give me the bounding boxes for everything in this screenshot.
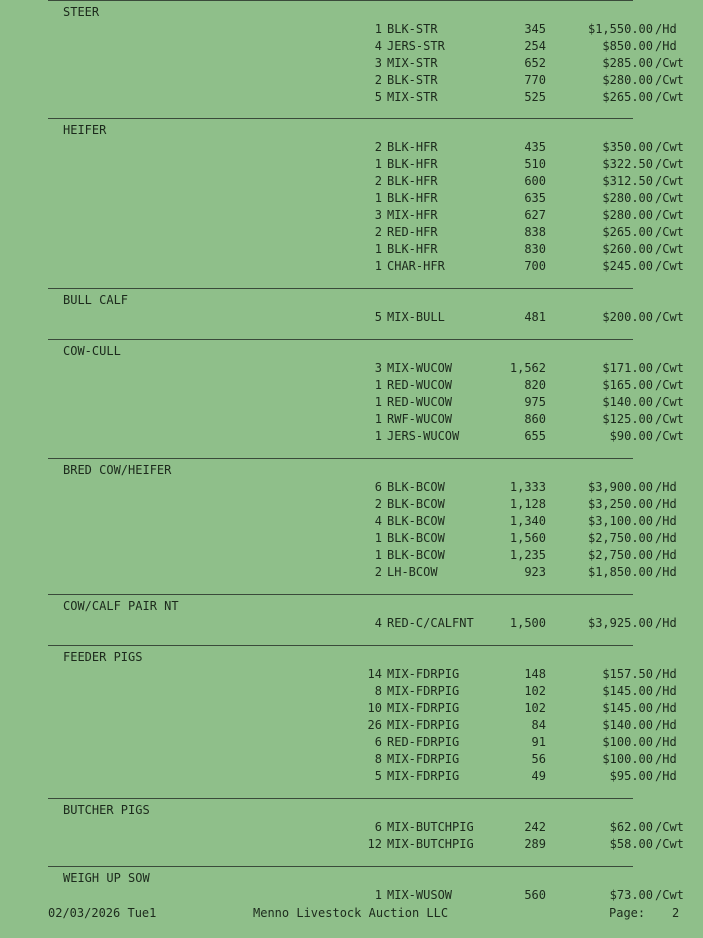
lot-weight: 1,340 <box>509 514 546 528</box>
lot-description: MIX-WUCOW <box>387 361 453 375</box>
lot-description: BLK-HFR <box>387 140 438 154</box>
lot-weight: 345 <box>524 22 546 36</box>
lot-quantity: 1 <box>374 412 382 426</box>
lot-price: $125.00 <box>602 412 653 426</box>
lot-description: RED-FDRPIG <box>387 735 460 749</box>
lot-weight: 770 <box>524 73 546 87</box>
lot-price: $90.00 <box>609 429 653 443</box>
lot-weight: 1,128 <box>509 497 546 511</box>
report-footer <box>0 905 703 922</box>
lot-row <box>0 38 703 55</box>
lot-price: $280.00 <box>602 208 653 222</box>
lot-price: $280.00 <box>602 73 653 87</box>
lot-row <box>0 734 703 751</box>
lot-weight: 254 <box>524 39 546 53</box>
section-divider <box>48 866 633 867</box>
lot-price: $171.00 <box>602 361 653 375</box>
section-divider <box>48 798 633 799</box>
lot-price-unit: /Hd <box>655 667 677 681</box>
lot-weight: 655 <box>524 429 546 443</box>
lot-row <box>0 496 703 513</box>
lot-weight: 1,235 <box>509 548 546 562</box>
lot-price-unit: /Cwt <box>655 174 684 188</box>
lot-weight: 56 <box>531 752 546 766</box>
lot-weight: 289 <box>524 837 546 851</box>
lot-weight: 435 <box>524 140 546 154</box>
lot-description: BLK-BCOW <box>387 531 445 545</box>
lot-weight: 700 <box>524 259 546 273</box>
section-divider <box>48 339 633 340</box>
lot-row <box>0 768 703 785</box>
lot-row <box>0 564 703 581</box>
lot-row <box>0 72 703 89</box>
lot-weight: 91 <box>531 735 546 749</box>
lot-row <box>0 377 703 394</box>
footer-date: 02/03/2026 Tue1 <box>48 906 157 920</box>
lot-description: JERS-STR <box>387 39 445 53</box>
lot-weight: 1,500 <box>509 616 546 630</box>
lot-row <box>0 819 703 836</box>
lot-quantity: 8 <box>374 752 382 766</box>
lot-weight: 102 <box>524 701 546 715</box>
lot-description: MIX-FDRPIG <box>387 701 460 715</box>
lot-description: MIX-WUSOW <box>387 888 453 902</box>
lot-price: $62.00 <box>609 820 653 834</box>
lot-quantity: 12 <box>367 837 382 851</box>
lot-quantity: 1 <box>374 242 382 256</box>
lot-row <box>0 479 703 496</box>
lot-price: $322.50 <box>602 157 653 171</box>
lot-weight: 975 <box>524 395 546 409</box>
lot-price: $280.00 <box>602 191 653 205</box>
lot-row <box>0 887 703 904</box>
section-title: WEIGH UP SOW <box>63 871 150 885</box>
lot-description: RED-HFR <box>387 225 438 239</box>
lot-price-unit: /Hd <box>655 735 677 749</box>
lot-price: $3,250.00 <box>587 497 653 511</box>
lot-price-unit: /Hd <box>655 616 677 630</box>
lot-quantity: 1 <box>374 531 382 545</box>
lot-row <box>0 21 703 38</box>
section-divider <box>48 594 633 595</box>
lot-price: $200.00 <box>602 310 653 324</box>
lot-price-unit: /Hd <box>655 22 677 36</box>
lot-row <box>0 751 703 768</box>
lot-price: $285.00 <box>602 56 653 70</box>
lot-description: RED-WUCOW <box>387 378 453 392</box>
lot-quantity: 2 <box>374 497 382 511</box>
section-title: BRED COW/HEIFER <box>63 463 172 477</box>
lot-quantity: 2 <box>374 225 382 239</box>
lot-quantity: 1 <box>374 378 382 392</box>
lot-row <box>0 224 703 241</box>
lot-price: $165.00 <box>602 378 653 392</box>
section-title: COW/CALF PAIR NT <box>63 599 179 613</box>
lot-row <box>0 615 703 632</box>
lot-description: BLK-HFR <box>387 242 438 256</box>
lot-price-unit: /Cwt <box>655 361 684 375</box>
lot-row <box>0 55 703 72</box>
lot-price: $95.00 <box>609 769 653 783</box>
lot-price-unit: /Cwt <box>655 310 684 324</box>
lot-description: BLK-STR <box>387 22 438 36</box>
lot-price-unit: /Hd <box>655 752 677 766</box>
lot-quantity: 4 <box>374 39 382 53</box>
lot-price-unit: /Cwt <box>655 378 684 392</box>
lot-price: $2,750.00 <box>587 531 653 545</box>
lot-quantity: 5 <box>374 90 382 104</box>
lot-row <box>0 700 703 717</box>
lot-description: MIX-HFR <box>387 208 438 222</box>
lot-description: BLK-BCOW <box>387 480 445 494</box>
lot-quantity: 1 <box>374 395 382 409</box>
lot-weight: 49 <box>531 769 546 783</box>
lot-row <box>0 513 703 530</box>
lot-description: BLK-STR <box>387 73 438 87</box>
section-title: COW-CULL <box>63 344 121 358</box>
lot-description: MIX-FDRPIG <box>387 684 460 698</box>
lot-description: MIX-FDRPIG <box>387 752 460 766</box>
lot-price: $245.00 <box>602 259 653 273</box>
lot-weight: 1,562 <box>509 361 546 375</box>
lot-weight: 510 <box>524 157 546 171</box>
lot-price: $3,100.00 <box>587 514 653 528</box>
lot-weight: 923 <box>524 565 546 579</box>
lot-description: MIX-BULL <box>387 310 445 324</box>
lot-description: CHAR-HFR <box>387 259 445 273</box>
lot-price: $265.00 <box>602 225 653 239</box>
lot-price: $140.00 <box>602 395 653 409</box>
lot-row <box>0 394 703 411</box>
lot-price-unit: /Hd <box>655 531 677 545</box>
lot-quantity: 1 <box>374 259 382 273</box>
lot-row <box>0 360 703 377</box>
lot-price: $3,900.00 <box>587 480 653 494</box>
lot-price: $100.00 <box>602 735 653 749</box>
lot-price-unit: /Cwt <box>655 259 684 273</box>
lot-price-unit: /Cwt <box>655 208 684 222</box>
lot-price: $265.00 <box>602 90 653 104</box>
lot-price-unit: /Hd <box>655 718 677 732</box>
lot-row <box>0 683 703 700</box>
lot-quantity: 5 <box>374 310 382 324</box>
lot-weight: 652 <box>524 56 546 70</box>
lot-description: RWF-WUCOW <box>387 412 453 426</box>
lot-quantity: 4 <box>374 616 382 630</box>
lot-quantity: 3 <box>374 361 382 375</box>
lot-price: $2,750.00 <box>587 548 653 562</box>
lot-row <box>0 309 703 326</box>
lot-description: RED-WUCOW <box>387 395 453 409</box>
lot-quantity: 1 <box>374 191 382 205</box>
lot-price: $100.00 <box>602 752 653 766</box>
lot-description: BLK-BCOW <box>387 497 445 511</box>
footer-page-number: 2 <box>672 906 680 920</box>
lot-weight: 242 <box>524 820 546 834</box>
lot-price-unit: /Cwt <box>655 140 684 154</box>
lot-quantity: 2 <box>374 565 382 579</box>
lot-description: MIX-STR <box>387 56 438 70</box>
section-title: FEEDER PIGS <box>63 650 143 664</box>
lot-quantity: 3 <box>374 56 382 70</box>
lot-description: BLK-HFR <box>387 191 438 205</box>
lot-description: LH-BCOW <box>387 565 438 579</box>
lot-weight: 635 <box>524 191 546 205</box>
lot-quantity: 3 <box>374 208 382 222</box>
lot-description: MIX-STR <box>387 90 438 104</box>
lot-description: MIX-BUTCHPIG <box>387 820 474 834</box>
lot-description: MIX-FDRPIG <box>387 667 460 681</box>
lot-price-unit: /Hd <box>655 514 677 528</box>
lot-price-unit: /Hd <box>655 480 677 494</box>
lot-price-unit: /Hd <box>655 684 677 698</box>
lot-price-unit: /Cwt <box>655 820 684 834</box>
lot-price: $260.00 <box>602 242 653 256</box>
lot-row <box>0 89 703 106</box>
lot-price-unit: /Cwt <box>655 191 684 205</box>
section-title: HEIFER <box>63 123 107 137</box>
lot-quantity: 10 <box>367 701 382 715</box>
lot-quantity: 1 <box>374 888 382 902</box>
lot-price-unit: /Hd <box>655 769 677 783</box>
lot-description: RED-C/CALFNT <box>387 616 474 630</box>
lot-quantity: 2 <box>374 73 382 87</box>
lot-price-unit: /Cwt <box>655 888 684 902</box>
lot-quantity: 14 <box>367 667 382 681</box>
section-divider <box>48 118 633 119</box>
lot-description: BLK-BCOW <box>387 548 445 562</box>
footer-page-label: Page: <box>609 906 646 920</box>
lot-price-unit: /Cwt <box>655 73 684 87</box>
lot-price-unit: /Cwt <box>655 429 684 443</box>
lot-price: $157.50 <box>602 667 653 681</box>
lot-price: $73.00 <box>609 888 653 902</box>
lot-quantity: 4 <box>374 514 382 528</box>
lot-price-unit: /Cwt <box>655 90 684 104</box>
lot-description: BLK-HFR <box>387 174 438 188</box>
lot-weight: 560 <box>524 888 546 902</box>
lot-row <box>0 547 703 564</box>
lot-quantity: 1 <box>374 22 382 36</box>
lot-row <box>0 258 703 275</box>
lot-description: MIX-BUTCHPIG <box>387 837 474 851</box>
footer-company: Menno Livestock Auction LLC <box>253 906 449 920</box>
lot-price: $1,850.00 <box>587 565 653 579</box>
lot-price: $1,550.00 <box>587 22 653 36</box>
lot-price-unit: /Hd <box>655 565 677 579</box>
lot-price: $145.00 <box>602 684 653 698</box>
lot-quantity: 6 <box>374 820 382 834</box>
lot-weight: 148 <box>524 667 546 681</box>
lot-row <box>0 173 703 190</box>
lot-weight: 481 <box>524 310 546 324</box>
lot-row <box>0 139 703 156</box>
lot-row <box>0 428 703 445</box>
lot-row <box>0 717 703 734</box>
lot-quantity: 1 <box>374 548 382 562</box>
lot-weight: 860 <box>524 412 546 426</box>
lot-weight: 830 <box>524 242 546 256</box>
lot-price-unit: /Hd <box>655 701 677 715</box>
lot-price: $145.00 <box>602 701 653 715</box>
lot-row <box>0 156 703 173</box>
lot-quantity: 6 <box>374 735 382 749</box>
lot-price-unit: /Cwt <box>655 412 684 426</box>
lot-weight: 84 <box>531 718 546 732</box>
lot-price: $58.00 <box>609 837 653 851</box>
lot-quantity: 1 <box>374 429 382 443</box>
lot-price-unit: /Cwt <box>655 395 684 409</box>
lot-weight: 820 <box>524 378 546 392</box>
lot-price-unit: /Cwt <box>655 157 684 171</box>
lot-price-unit: /Cwt <box>655 837 684 851</box>
lot-price: $312.50 <box>602 174 653 188</box>
lot-price-unit: /Hd <box>655 548 677 562</box>
lot-price-unit: /Hd <box>655 497 677 511</box>
lot-price-unit: /Cwt <box>655 225 684 239</box>
lot-weight: 1,560 <box>509 531 546 545</box>
lot-quantity: 26 <box>367 718 382 732</box>
lot-weight: 600 <box>524 174 546 188</box>
lot-weight: 627 <box>524 208 546 222</box>
lot-price: $140.00 <box>602 718 653 732</box>
lot-weight: 525 <box>524 90 546 104</box>
lot-row <box>0 190 703 207</box>
lot-row <box>0 530 703 547</box>
lot-price-unit: /Cwt <box>655 56 684 70</box>
lot-price: $350.00 <box>602 140 653 154</box>
lot-quantity: 8 <box>374 684 382 698</box>
section-divider <box>48 458 633 459</box>
lot-row <box>0 666 703 683</box>
lot-weight: 1,333 <box>509 480 546 494</box>
section-title: BUTCHER PIGS <box>63 803 150 817</box>
lot-price: $3,925.00 <box>587 616 653 630</box>
lot-row <box>0 411 703 428</box>
lot-quantity: 2 <box>374 140 382 154</box>
lot-row <box>0 207 703 224</box>
section-title: BULL CALF <box>63 293 129 307</box>
lot-price-unit: /Cwt <box>655 242 684 256</box>
lot-description: MIX-FDRPIG <box>387 769 460 783</box>
lot-price: $850.00 <box>602 39 653 53</box>
section-title: STEER <box>63 5 100 19</box>
lot-quantity: 6 <box>374 480 382 494</box>
lot-description: MIX-FDRPIG <box>387 718 460 732</box>
lot-description: BLK-BCOW <box>387 514 445 528</box>
lot-quantity: 5 <box>374 769 382 783</box>
lot-description: JERS-WUCOW <box>387 429 460 443</box>
section-divider <box>48 0 633 1</box>
lot-row <box>0 241 703 258</box>
lot-quantity: 2 <box>374 174 382 188</box>
lot-weight: 102 <box>524 684 546 698</box>
section-divider <box>48 288 633 289</box>
lot-quantity: 1 <box>374 157 382 171</box>
lot-price-unit: /Hd <box>655 39 677 53</box>
lot-weight: 838 <box>524 225 546 239</box>
section-divider <box>48 645 633 646</box>
lot-description: BLK-HFR <box>387 157 438 171</box>
lot-row <box>0 836 703 853</box>
